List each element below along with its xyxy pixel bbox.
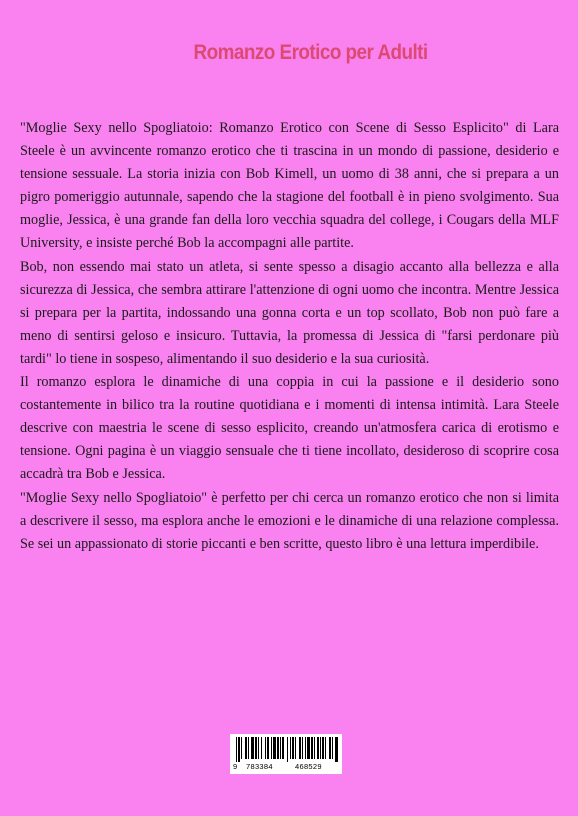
barcode-bar: [245, 737, 247, 759]
blurb-text: [20, 117, 559, 556]
barcode-lead-digit: 9: [233, 762, 238, 771]
barcode-bar: [335, 737, 338, 762]
barcode-bar: [282, 737, 284, 759]
blurb-paragraph-3: Il romanzo esplora le dinamiche di una coppia in cui la passione e il desiderio sono costantemente in bilico tra la routine quotidiana e i momenti di intensa intimità. Lara Steele descrive con maestria le scene di sesso esplicito, creando un'atmosfera carica di erotismo e tensione. Ogni pagina è un viaggio sensuale che ti tiene incollato, desideroso di scoprire cosa accadrà tra Bob e Jessica.: [20, 374, 559, 483]
barcode-bar: [314, 737, 315, 759]
barcode-bar: [290, 737, 291, 759]
barcode-bar: [332, 737, 333, 759]
blurb-paragraph-4: "Moglie Sexy nello Spogliatoio" è perfetto per chi cerca un romanzo erotico che non si limita a descrivere il sesso, ma esplora anche le emozioni e le dinamiche di una relazione complessa. Se sei un appassionato di storie piccanti e ben scritte, questo libro è una lettura imperdibile.: [20, 489, 559, 552]
barcode-bar: [325, 737, 326, 759]
barcode-bar: [322, 737, 324, 759]
blurb-paragraph-1: "Moglie Sexy nello Spogliatoio: Romanzo Erotico con Scene di Sesso Esplicito" di Lara Steele è un avvincente romanzo erotico che ti trascina in un mondo di passione, desiderio e tensione sessuale. La storia inizia con Bob Kimell, un uomo di 38 anni, che si prepara a un pigro pomeriggio autunnale, sapendo che la stagione del football è in pieno svolgimento. Sua moglie, Jessica, è una grande fan della loro vecchia squadra del college, i Cougars della MLF University, e insiste perché Bob la accompagni alle partite.: [20, 120, 559, 252]
barcode-bar: [241, 737, 242, 759]
barcode-bar: [317, 737, 319, 759]
barcode-bar: [292, 737, 294, 759]
barcode-bar: [271, 737, 272, 759]
barcode-bar: [295, 737, 296, 759]
isbn-barcode: [230, 734, 342, 774]
barcode-bar: [251, 737, 254, 759]
barcode-bar: [236, 737, 237, 762]
barcode-bar: [258, 737, 259, 759]
barcode-right-group: 468529: [295, 762, 322, 771]
barcode-bar: [248, 737, 249, 759]
blurb-paragraph-2: Bob, non essendo mai stato un atleta, si sente spesso a disagio accanto alla bellezza e alla sicurezza di Jessica, che sembra attirare l'attenzione di ogni uomo che incontra. Mentre Jessica si prepara per la partita, indossando una gonna corta e un top scollato, Bob non può fare a meno di sentirsi geloso e insicuro. Tuttavia, la promessa di Jessica di "farsi perdonare più tardi" lo tiene in sospeso, alimentando il suo desiderio e la sua curiosità.: [20, 258, 559, 367]
barcode-bar: [287, 737, 288, 762]
barcode-bar: [277, 737, 279, 759]
barcode-bar: [320, 737, 321, 759]
barcode-bar: [267, 737, 269, 759]
barcode-left-group: 783384: [246, 762, 273, 771]
barcode-bars: [234, 737, 338, 762]
barcode-bar: [329, 737, 331, 759]
barcode-bar: [273, 737, 276, 759]
barcode-bar: [261, 737, 262, 759]
barcode-bar: [305, 737, 306, 759]
barcode-bar: [255, 737, 257, 759]
barcode-bar: [307, 737, 310, 759]
barcode-bar: [299, 737, 301, 759]
barcode-bar: [302, 737, 303, 759]
barcode-bar: [265, 737, 266, 759]
cover-title: Romanzo Erotico per Adulti: [193, 41, 428, 64]
barcode-bar: [280, 737, 281, 759]
barcode-bar: [311, 737, 313, 759]
barcode-bar: [238, 737, 240, 762]
